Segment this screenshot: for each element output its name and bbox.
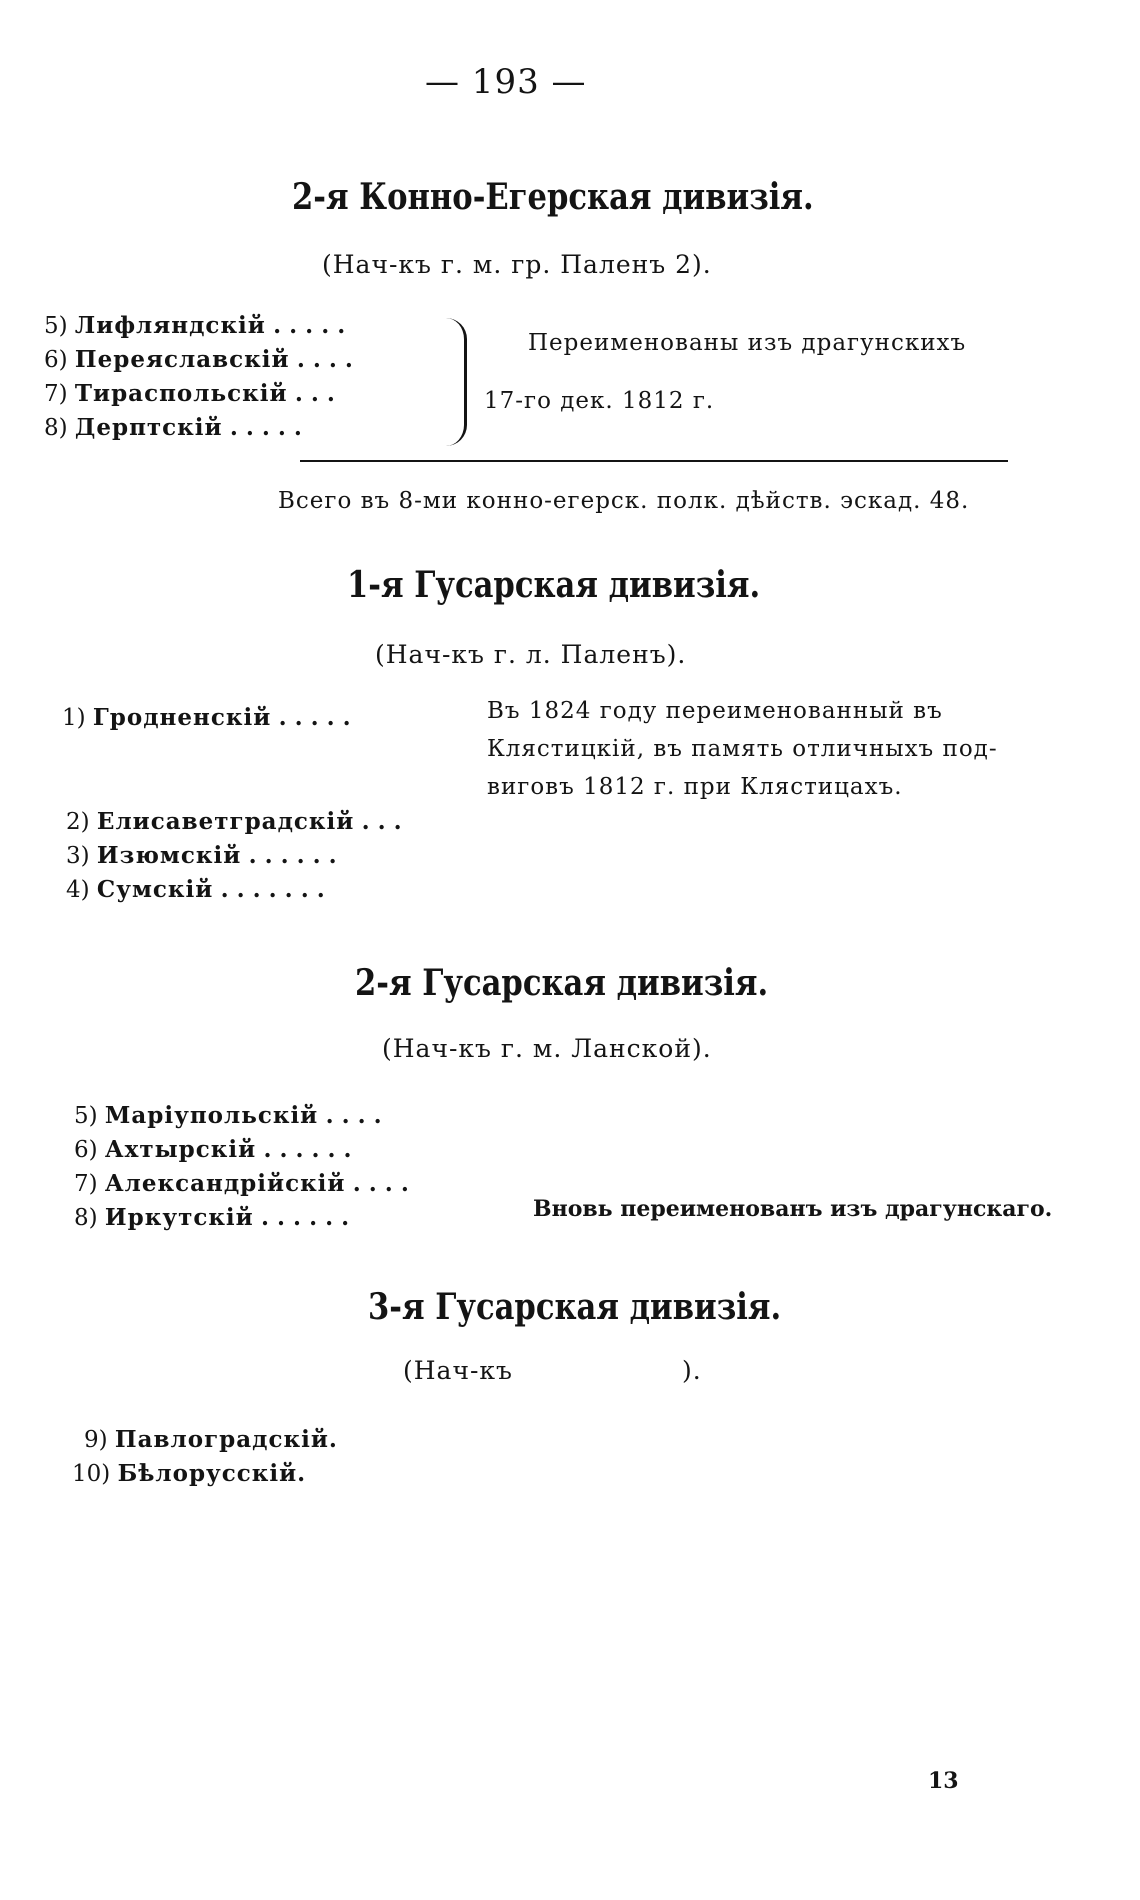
list-item: [44, 414, 310, 441]
list-item: [44, 312, 353, 339]
list-item: [74, 1136, 360, 1163]
list-item: [74, 1204, 357, 1231]
list-item: [44, 346, 361, 373]
item-name: Дерптскій: [74, 414, 223, 441]
section-commander: (Нач-къ г. м. Ланской).: [382, 1034, 712, 1063]
item-number: 5): [44, 313, 68, 339]
item-name: Сумскій: [96, 876, 214, 903]
list-item: [74, 1102, 390, 1129]
leader-dots: ...: [294, 380, 343, 407]
item-name: Ахтырскій: [104, 1136, 257, 1163]
note-text: Вновь переименованъ изъ драгунскаго.: [533, 1196, 1053, 1222]
leader-dots: ......: [261, 1204, 358, 1231]
leader-dots: ...: [361, 808, 410, 835]
section-commander-close: ).: [682, 1356, 702, 1385]
leader-dots: .....: [278, 704, 359, 731]
item-name: Павлоградскій.: [114, 1426, 338, 1453]
item-number: 9): [84, 1427, 108, 1453]
section-title: 2-я Конно-Егерская дивизія.: [292, 176, 814, 218]
leader-dots: ....: [296, 346, 361, 373]
leader-dots: .......: [220, 876, 333, 903]
section-total: Всего въ 8-ми конно-егерск. полк. дѣйств. эскад. 48.: [278, 488, 970, 514]
item-number: 7): [44, 381, 68, 407]
item-number: 2): [66, 809, 90, 835]
section-title: 3-я Гусарская дивизія.: [368, 1286, 782, 1328]
list-item: [84, 1426, 338, 1453]
item-number: 10): [72, 1461, 111, 1487]
note-text: Клястицкій, въ память отличныхъ под-: [487, 736, 998, 762]
item-name: Бѣлорусскій.: [117, 1460, 307, 1487]
item-number: 4): [66, 877, 90, 903]
section-title: 1-я Гусарская дивизія.: [347, 564, 761, 606]
list-item: [74, 1170, 417, 1197]
signature-mark: 13: [928, 1768, 959, 1794]
note-text: виговъ 1812 г. при Клястицахъ.: [487, 774, 903, 800]
note-text: Въ 1824 году переименованный въ: [487, 698, 943, 724]
leader-dots: .....: [229, 414, 310, 441]
section-commander: (Нач-къ г. л. Паленъ).: [375, 640, 687, 669]
list-item: [72, 1460, 306, 1487]
list-item: [66, 808, 410, 835]
page-number: — 193 —: [425, 62, 587, 102]
list-item: [66, 876, 333, 903]
leader-dots: .....: [273, 312, 354, 339]
item-name: Переяславскій: [74, 346, 290, 373]
section-commander: (Нач-къ: [403, 1356, 513, 1385]
list-item: [62, 704, 359, 731]
divider-rule: [300, 460, 1008, 462]
item-number: 6): [44, 347, 68, 373]
brace: [446, 318, 467, 446]
leader-dots: ......: [263, 1136, 360, 1163]
item-number: 3): [66, 843, 90, 869]
item-number: 1): [62, 705, 86, 731]
section-commander: (Нач-къ г. м. гр. Паленъ 2).: [322, 250, 712, 279]
item-name: Иркутскій: [104, 1204, 254, 1231]
item-number: 8): [74, 1205, 98, 1231]
item-name: Елисаветградскій: [96, 808, 355, 835]
item-number: 5): [74, 1103, 98, 1129]
list-item: [44, 380, 343, 407]
item-number: 7): [74, 1171, 98, 1197]
leader-dots: ......: [248, 842, 345, 869]
item-name: Тираспольскій: [74, 380, 288, 407]
item-name: Изюмскій: [96, 842, 242, 869]
item-name: Лифляндскій: [74, 312, 266, 339]
item-name: Маріупольскій: [104, 1102, 319, 1129]
item-name: Александрійскій: [104, 1170, 346, 1197]
note-text: Переименованы изъ драгунскихъ: [528, 330, 967, 356]
leader-dots: ....: [325, 1102, 390, 1129]
list-item: [66, 842, 345, 869]
leader-dots: ....: [352, 1170, 417, 1197]
item-name: Гродненскій: [92, 704, 272, 731]
item-number: 8): [44, 415, 68, 441]
item-number: 6): [74, 1137, 98, 1163]
section-title: 2-я Гусарская дивизія.: [355, 962, 769, 1004]
note-text: 17-го дек. 1812 г.: [484, 388, 715, 414]
